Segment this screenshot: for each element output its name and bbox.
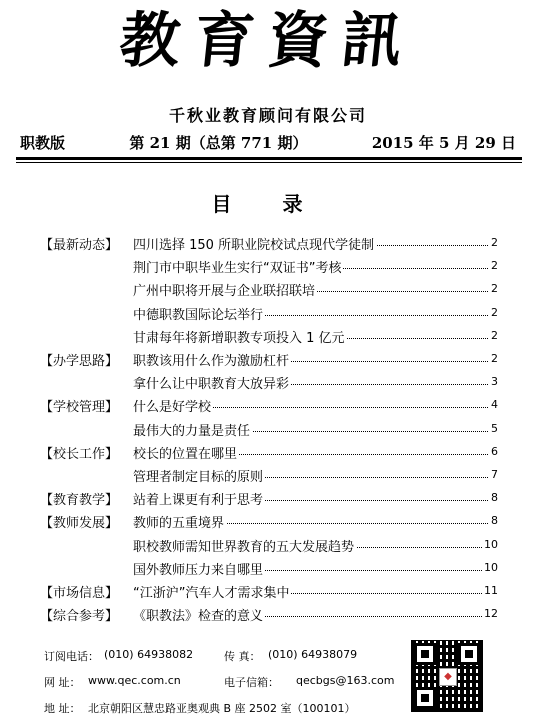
toc-page-number: 2 bbox=[491, 328, 498, 342]
fax-value: (010) 64938079 bbox=[268, 648, 358, 661]
qr-finder-icon bbox=[414, 687, 436, 709]
toc-page-number: 7 bbox=[491, 468, 498, 481]
toc-title[interactable]: 荆门市中职毕业生实行“双证书”考核 bbox=[133, 257, 343, 276]
edition-label: 职教版 bbox=[20, 134, 66, 152]
toc-entry[interactable] bbox=[0, 487, 536, 509]
toc-title[interactable]: 职校教师需知世界教育的五大发展趋势 bbox=[133, 536, 356, 555]
toc-page-number: 6 bbox=[491, 444, 498, 458]
toc-title[interactable]: 最伟大的力量是责任 bbox=[133, 420, 252, 439]
issue-number: 第 21 期（总第 771 期） bbox=[129, 134, 308, 152]
toc-title[interactable]: 教师的五重境界 bbox=[133, 512, 226, 531]
toc-entry[interactable] bbox=[0, 557, 536, 579]
toc-entry[interactable] bbox=[0, 510, 536, 532]
toc-title[interactable]: 中德职教国际论坛举行 bbox=[133, 304, 265, 323]
qr-logo-icon: ◆ bbox=[439, 668, 457, 686]
toc-page-number: 2 bbox=[491, 305, 498, 319]
address-label: 地 址： bbox=[44, 702, 81, 715]
toc-page-number: 3 bbox=[491, 375, 498, 389]
toc-page-number: 2 bbox=[491, 282, 498, 296]
toc-title[interactable]: 《职教法》检查的意义 bbox=[133, 605, 265, 624]
web-label: 网 址： bbox=[44, 676, 81, 689]
toc-page-number: 5 bbox=[491, 421, 498, 435]
edition-line bbox=[20, 132, 516, 153]
subscribe-label: 订阅电话： bbox=[44, 650, 99, 663]
toc-title[interactable]: 管理者制定目标的原则 bbox=[133, 466, 265, 485]
toc-page-number: 2 bbox=[491, 259, 498, 273]
toc-category: 【教育教学】 bbox=[40, 493, 119, 509]
toc-title[interactable]: 站着上课更有利于思考 bbox=[133, 489, 265, 508]
toc-page-number: 8 bbox=[491, 514, 498, 528]
toc-title[interactable]: 什么是好学校 bbox=[133, 396, 213, 415]
toc-title[interactable]: 拿什么让中职教育大放异彩 bbox=[133, 373, 291, 392]
toc-entry[interactable] bbox=[0, 255, 536, 277]
toc-entry[interactable] bbox=[0, 278, 536, 300]
toc-entry[interactable] bbox=[0, 418, 536, 440]
toc-entry[interactable] bbox=[0, 534, 536, 556]
toc-category: 【校长工作】 bbox=[40, 446, 119, 462]
web-value[interactable]: www.qec.com.cn bbox=[88, 674, 181, 687]
company-name: 千秋业教育顾问有限公司 bbox=[168, 106, 367, 125]
toc-category: 【办学思路】 bbox=[40, 354, 119, 369]
toc-heading: 目 录 bbox=[211, 192, 325, 216]
email-value[interactable]: qecbgs@163.com bbox=[296, 674, 395, 687]
fax-label: 传 真： bbox=[224, 650, 261, 663]
toc-entry[interactable] bbox=[0, 441, 536, 463]
toc-entry[interactable] bbox=[0, 325, 536, 347]
toc-title[interactable]: 甘肃每年将新增职教专项投入 1 亿元 bbox=[133, 327, 347, 346]
toc-category: 【综合参考】 bbox=[40, 609, 119, 625]
toc-title[interactable]: 国外教师压力来自哪里 bbox=[133, 559, 265, 578]
toc-entry[interactable] bbox=[0, 603, 536, 625]
toc-entry[interactable] bbox=[0, 232, 536, 254]
toc-category: 【教师发展】 bbox=[40, 516, 119, 532]
toc-page-number: 2 bbox=[491, 236, 498, 249]
qr-finder-icon bbox=[414, 643, 436, 665]
toc-entry[interactable] bbox=[0, 348, 536, 370]
masthead-title: 教育資訊 bbox=[116, 6, 420, 76]
header-divider-thick bbox=[16, 157, 522, 160]
toc-entry[interactable] bbox=[0, 394, 536, 416]
toc-title[interactable]: “江浙沪”汽车人才需求集中 bbox=[133, 582, 291, 601]
toc-title[interactable]: 四川选择 150 所职业院校试点现代学徒制 bbox=[133, 234, 376, 253]
toc-category: 【学校管理】 bbox=[40, 400, 119, 416]
toc-title[interactable]: 广州中职将开展与企业联招联培 bbox=[133, 280, 317, 299]
toc-category: 【最新动态】 bbox=[40, 238, 119, 253]
toc-title[interactable]: 校长的位置在哪里 bbox=[133, 443, 239, 462]
toc-title[interactable]: 职教该用什么作为激励杠杆 bbox=[133, 350, 291, 369]
qr-code bbox=[411, 640, 483, 712]
header-divider-thin bbox=[16, 162, 522, 163]
toc-category: 【市场信息】 bbox=[40, 586, 119, 601]
toc-entry[interactable] bbox=[0, 464, 536, 486]
subscribe-phone: (010) 64938082 bbox=[104, 648, 194, 661]
toc-entry[interactable] bbox=[0, 371, 536, 393]
toc-entry[interactable] bbox=[0, 580, 536, 602]
toc-page-number: 11 bbox=[484, 584, 498, 597]
toc-page-number: 2 bbox=[491, 352, 498, 365]
issue-date: 2015 年 5 月 29 日 bbox=[371, 134, 516, 152]
qr-finder-icon bbox=[458, 643, 480, 665]
toc-page-number: 4 bbox=[491, 398, 498, 412]
address-value: 北京朝阳区慧忠路亚奥观典 B 座 2502 室（100101） bbox=[88, 702, 356, 715]
email-label: 电子信箱： bbox=[224, 676, 279, 689]
toc-page-number: 8 bbox=[491, 491, 498, 505]
toc-page-number: 10 bbox=[484, 537, 498, 551]
toc-entry[interactable] bbox=[0, 302, 536, 324]
toc-page-number: 10 bbox=[484, 560, 498, 574]
toc-page-number: 12 bbox=[484, 607, 498, 621]
